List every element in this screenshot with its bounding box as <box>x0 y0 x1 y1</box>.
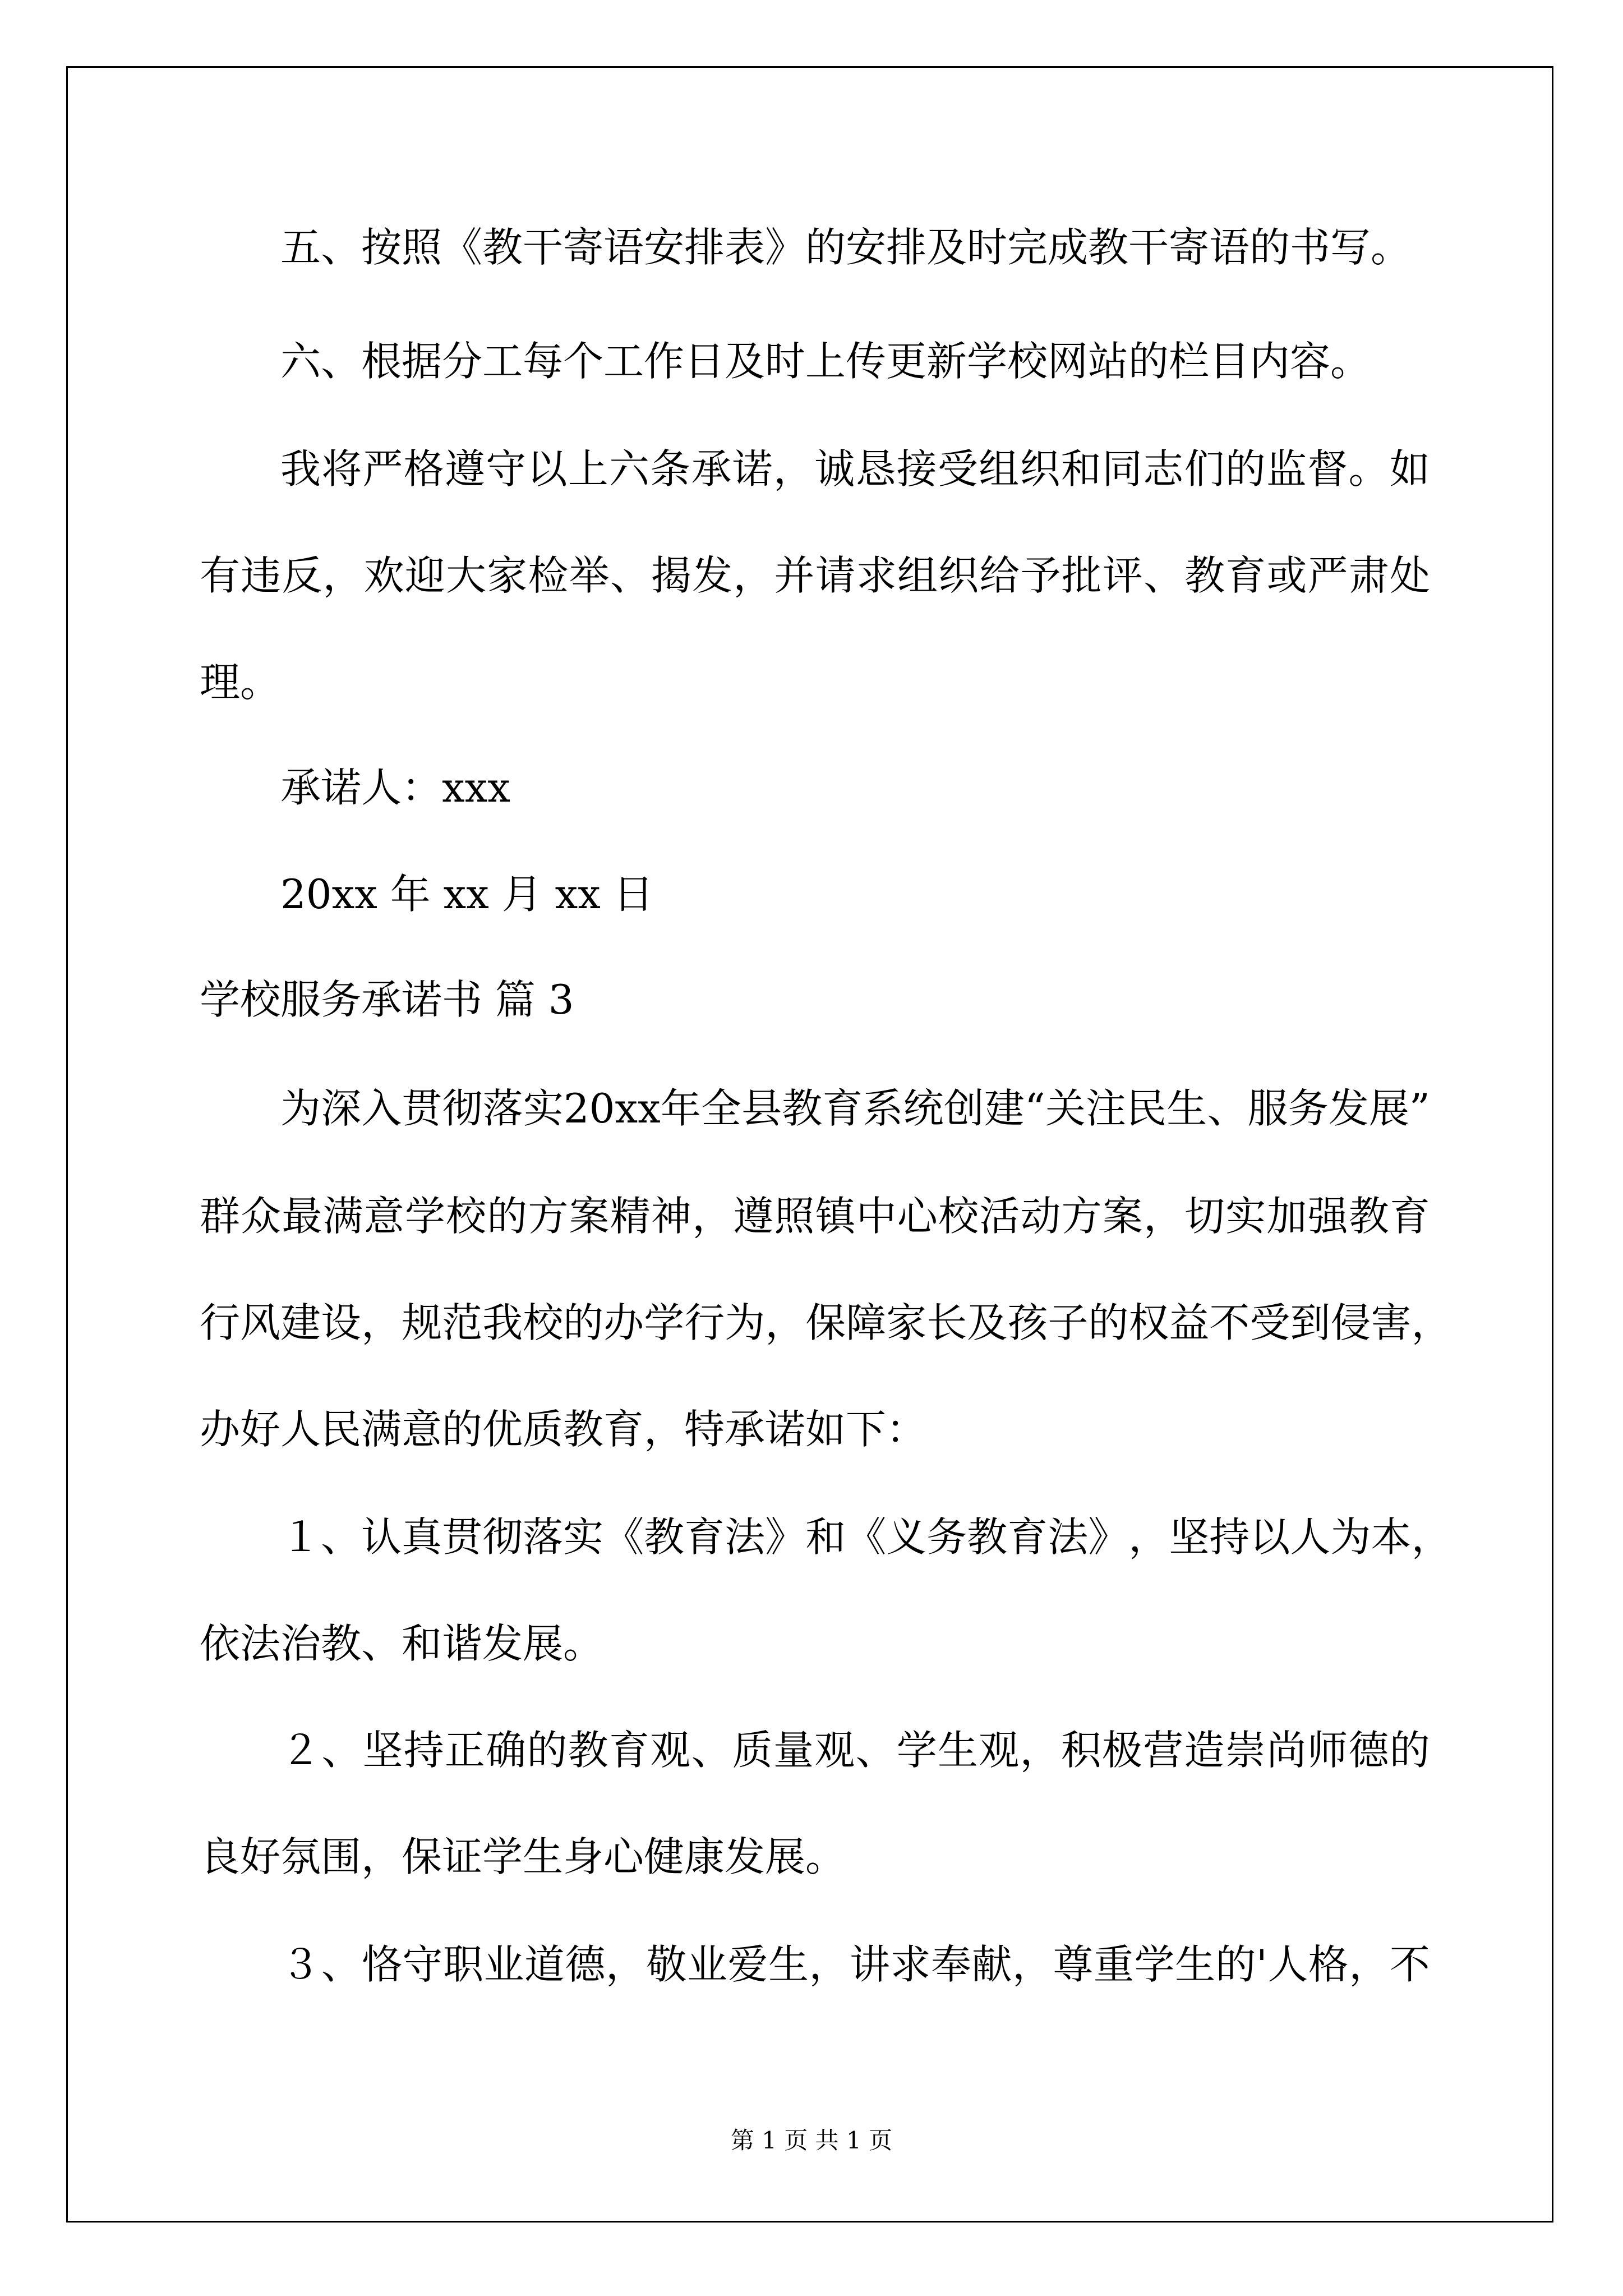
pledge-line-3: 理。 <box>200 659 281 706</box>
item-6-text: 六、根据分工每个工作日及时上传更新学校网站的栏目内容。 <box>280 338 1371 385</box>
intro-line-1: 为 深 入 贯 彻 落 实 20xx 年 全 县 教 育 系 统 创 建 “ 关 注 民 生 、 服 务 发 展 ” <box>280 1085 1430 1132</box>
point-2-line-1: ２ 、 坚 持 正 确 的 教 育 观 、 质 量 观 、 学 生 观 ， 积 极 营 造 崇 尚 师 德 的 <box>280 1727 1430 1774</box>
intro-line-3: 行 风 建 设 ， 规 范 我 校 的 办 学 行 为 ， 保 障 家 长 及 孩 子 的 权 益 不 受 到 侵 害 ， <box>200 1299 1452 1346</box>
point-1-line-1: １ 、 认 真 贯 彻 落 实 《 教 育 法 》 和 《 义 务 教 育 法 》 ， 坚 持 以 人 为 本 ， <box>280 1513 1452 1561</box>
point-3-line-1: ３ 、 恪 守 职 业 道 德 ， 敬 业 爱 生 ， 讲 求 奉 献 ， 尊 重 学 生 的 ' 人 格 ， 不 <box>280 1941 1430 1988</box>
date: 20xx 年 xx 月 xx 日 <box>280 871 654 918</box>
pledge-line-1: 我 将 严 格 遵 守 以 上 六 条 承 诺 ， 诚 恳 接 受 组 织 和 同 志 们 的 监 督 。 如 <box>280 445 1430 493</box>
intro-line-4: 办好人民满意的优质教育，特承诺如下： <box>200 1406 927 1453</box>
page-border <box>66 66 1553 2223</box>
point-2-line-2: 良好氛围，保证学生身心健康发展。 <box>200 1833 846 1880</box>
pledge-line-2: 有 违 反 ， 欢 迎 大 家 检 举 、 揭 发 ， 并 请 求 组 织 给 予 批 评 、 教 育 或 严 肃 处 <box>200 552 1430 599</box>
point-1-line-2: 依法治教、和谐发展。 <box>200 1620 604 1667</box>
section-title: 学校服务承诺书 篇 3 <box>200 976 574 1023</box>
signatory: 承诺人：xxx <box>280 764 510 811</box>
intro-line-2: 群 众 最 满 意 学 校 的 方 案 精 神 ， 遵 照 镇 中 心 校 活 动 方 案 ， 切 实 加 强 教 育 <box>200 1193 1430 1240</box>
item-5-text: 五、按照《教干寄语安排表》的安排及时完成教干寄语的书写。 <box>280 224 1412 271</box>
page-footer: 第 1 页 共 1 页 <box>730 2127 893 2154</box>
